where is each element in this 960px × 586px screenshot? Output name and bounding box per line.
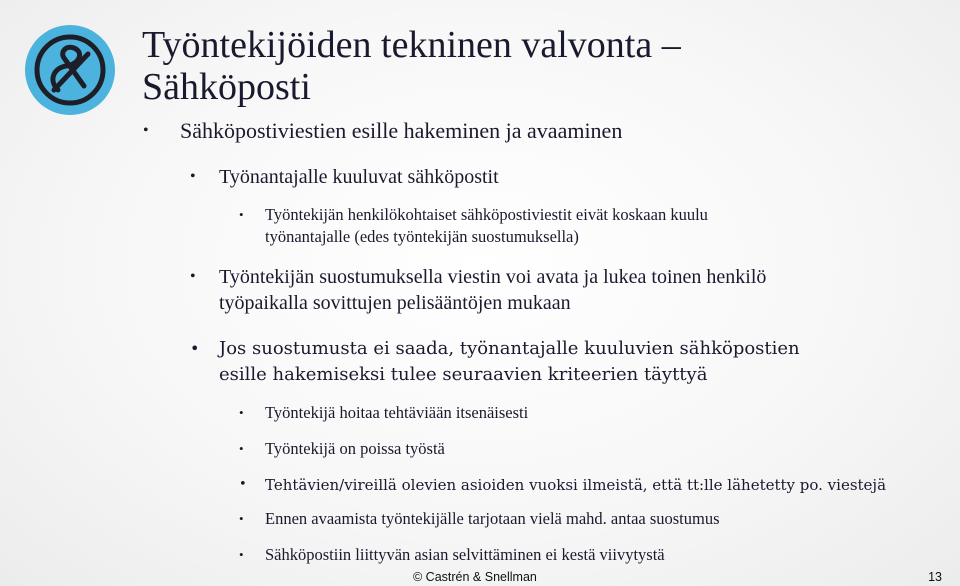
slide-title-line2: Sähköposti <box>142 66 311 108</box>
bullet-item-3 <box>239 204 708 248</box>
bullet-marker: • <box>239 511 244 526</box>
bullet-text: Työnantajalle kuuluvat sähköpostit <box>219 166 499 188</box>
bullet-text: Sähköpostiviestien esille hakeminen ja avaaminen <box>180 118 623 143</box>
bullet-marker: • <box>143 122 149 139</box>
bullet-text: Ennen avaamista työntekijälle tarjotaan vielä mahd. antaa suostumus <box>265 509 720 528</box>
slide-title-line1: Työntekijöiden tekninen valvonta – <box>142 24 681 66</box>
bullet-item-7 <box>239 438 445 460</box>
bullet-text: työpaikalla sovittujen pelisääntöjen mukaan <box>219 292 571 314</box>
bullet-item-10 <box>239 544 665 566</box>
bullet-marker: • <box>239 441 244 456</box>
bullet-text: Työntekijä hoitaa tehtäviään itsenäisesti <box>265 403 529 422</box>
bullet-text: Työntekijä on poissa työstä <box>265 439 445 458</box>
bullet-item-2 <box>190 164 499 190</box>
bullet-text: Tehtävien/vireillä olevien asioiden vuoksi ilmeistä, että tt:lle lähetetty po. viestejä <box>265 476 887 494</box>
footer-copyright: © Castrén & Snellman <box>413 570 537 584</box>
castren-snellman-logo-icon <box>24 24 116 116</box>
bullet-text: esille hakemiseksi tulee seuraavien kriteerien täyttyä <box>219 364 708 385</box>
bullet-item-6 <box>239 402 529 424</box>
bullet-text: Jos suostumusta ei saada, työnantajalle kuuluvien sähköpostien <box>219 338 800 359</box>
bullet-item-8 <box>239 474 887 496</box>
bullet-text: Työntekijän henkilökohtaiset sähköpostiviestit eivät koskaan kuulu <box>265 205 708 224</box>
slide-title <box>142 24 942 108</box>
bullet-marker: • <box>239 405 244 420</box>
bullet-item-4 <box>190 264 767 316</box>
bullet-text: työnantajalle (edes työntekijän suostumuksella) <box>265 227 579 246</box>
bullet-text: Sähköpostiin liittyvän asian selvittäminen ei kestä viivytystä <box>265 545 665 564</box>
bullet-text: Työntekijän suostumuksella viestin voi avata ja lukea toinen henkilö <box>219 266 767 288</box>
bullet-marker: • <box>239 207 244 222</box>
bullet-item-1 <box>143 118 623 144</box>
bullet-marker: • <box>190 339 200 358</box>
bullet-marker: • <box>190 168 196 185</box>
bullet-marker: • <box>190 268 196 285</box>
bullet-marker: • <box>239 547 244 562</box>
bullet-item-9 <box>239 508 720 530</box>
bullet-item-5 <box>190 336 800 388</box>
page-number: 13 <box>928 570 942 584</box>
bullet-marker: • <box>239 477 247 492</box>
